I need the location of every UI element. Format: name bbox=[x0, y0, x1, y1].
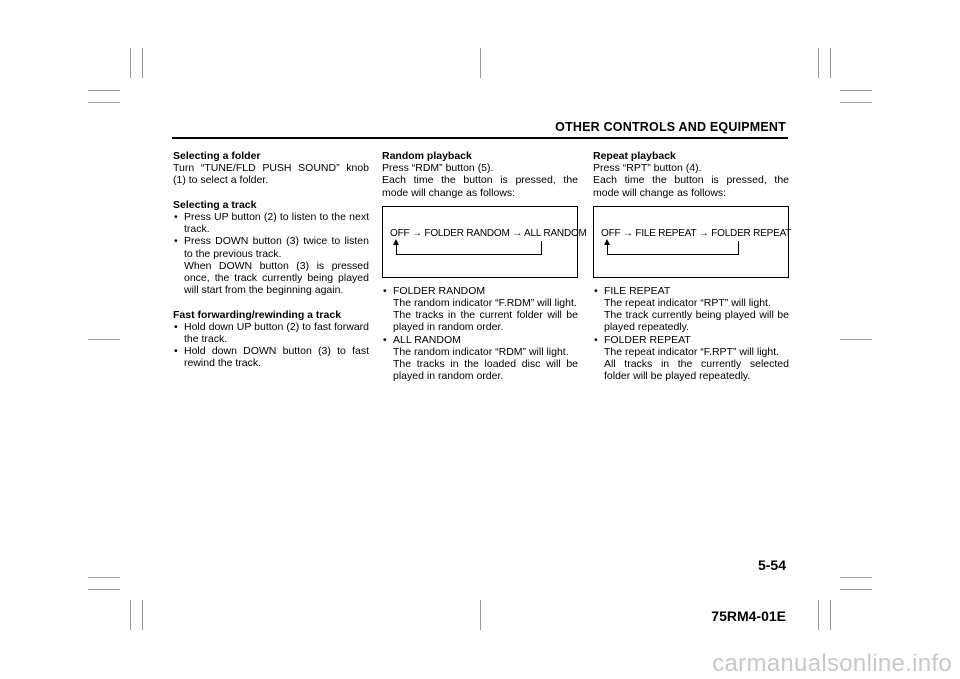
crop-mark bbox=[840, 339, 872, 340]
random-list bbox=[382, 285, 578, 383]
column-right bbox=[593, 150, 792, 383]
crop-mark bbox=[88, 589, 120, 590]
crop-mark bbox=[88, 339, 120, 340]
loop-line bbox=[396, 254, 541, 255]
loop-line bbox=[607, 244, 608, 254]
mode-flow: OFF → FOLDER RANDOM → ALL RANDOM bbox=[390, 227, 587, 239]
column-left bbox=[173, 150, 369, 370]
header-rule bbox=[172, 137, 788, 139]
list-item: • ALL RANDOM The random indicator “RDM” will light. The tracks in the loaded disc will be played in random order. bbox=[382, 334, 578, 383]
loop-line bbox=[607, 254, 738, 255]
crop-mark bbox=[830, 600, 831, 630]
list-item: • FILE REPEAT The repeat indicator “RPT” will light. The track currently being played will be played repeatedly. bbox=[593, 285, 789, 334]
ff-list bbox=[173, 321, 369, 370]
page-number: 5-54 bbox=[757, 557, 786, 573]
crop-mark bbox=[830, 48, 831, 78]
crop-mark bbox=[480, 48, 481, 78]
mode-flow: OFF → FILE REPEAT → FOLDER REPEAT bbox=[601, 227, 792, 239]
crop-mark bbox=[88, 577, 120, 578]
track-heading: Selecting a track bbox=[173, 198, 257, 211]
crop-mark bbox=[142, 48, 143, 78]
crop-mark bbox=[142, 600, 143, 630]
list-item: • Press UP button (2) to listen to the next track. bbox=[173, 211, 369, 235]
crop-mark bbox=[818, 600, 819, 630]
list-item: • Press DOWN button (3) twice to listen to the previous track. When DOWN button (3) is pressed once, the track currently being played will start from the beginning again. bbox=[173, 235, 369, 296]
repeat-list bbox=[593, 285, 789, 383]
random-heading: Random playback bbox=[382, 150, 472, 162]
crop-mark bbox=[840, 589, 872, 590]
crop-mark bbox=[840, 102, 872, 103]
crop-mark bbox=[88, 102, 120, 103]
random-line2: Each time the button is pressed, the mode will change as follows: bbox=[382, 174, 578, 199]
repeat-mode-diagram bbox=[593, 206, 792, 278]
random-mode-diagram bbox=[382, 206, 587, 278]
list-item: • FOLDER RANDOM The random indicator “F.RDM” will light. The tracks in the current folder will be played in random order. bbox=[382, 285, 578, 334]
loop-line bbox=[738, 241, 739, 255]
section-title: OTHER CONTROLS AND EQUIPMENT bbox=[555, 120, 786, 134]
crop-mark bbox=[840, 90, 872, 91]
list-item: • FOLDER REPEAT The repeat indicator “F.RPT” will light. All tracks in the currently selected folder will be played repeatedly. bbox=[593, 334, 789, 383]
folder-text: Turn “TUNE/FLD PUSH SOUND” knob (1) to select a folder. bbox=[173, 162, 369, 187]
folder-heading: Selecting a folder bbox=[173, 150, 261, 162]
list-item: • Hold down UP button (2) to fast forward the track. bbox=[173, 321, 369, 345]
crop-mark bbox=[88, 90, 120, 91]
crop-mark bbox=[130, 600, 131, 630]
repeat-line1: Press “RPT” button (4). bbox=[593, 162, 702, 175]
repeat-line2: Each time the button is pressed, the mode will change as follows: bbox=[593, 174, 789, 199]
crop-mark bbox=[818, 48, 819, 78]
column-middle bbox=[382, 150, 587, 383]
document-code: 75RM4-01E bbox=[711, 608, 786, 624]
loop-line bbox=[541, 241, 542, 255]
crop-mark bbox=[480, 600, 481, 630]
crop-mark bbox=[130, 48, 131, 78]
crop-mark bbox=[840, 577, 872, 578]
loop-line bbox=[396, 244, 397, 254]
list-item: • Hold down DOWN button (3) to fast rewind the track. bbox=[173, 345, 369, 369]
watermark-text: carmanualsonline.info bbox=[712, 650, 952, 677]
random-line1: Press “RDM” button (5). bbox=[382, 162, 494, 175]
track-list bbox=[173, 211, 369, 296]
repeat-heading: Repeat playback bbox=[593, 150, 676, 162]
ff-heading: Fast forwarding/rewinding a track bbox=[173, 308, 342, 321]
